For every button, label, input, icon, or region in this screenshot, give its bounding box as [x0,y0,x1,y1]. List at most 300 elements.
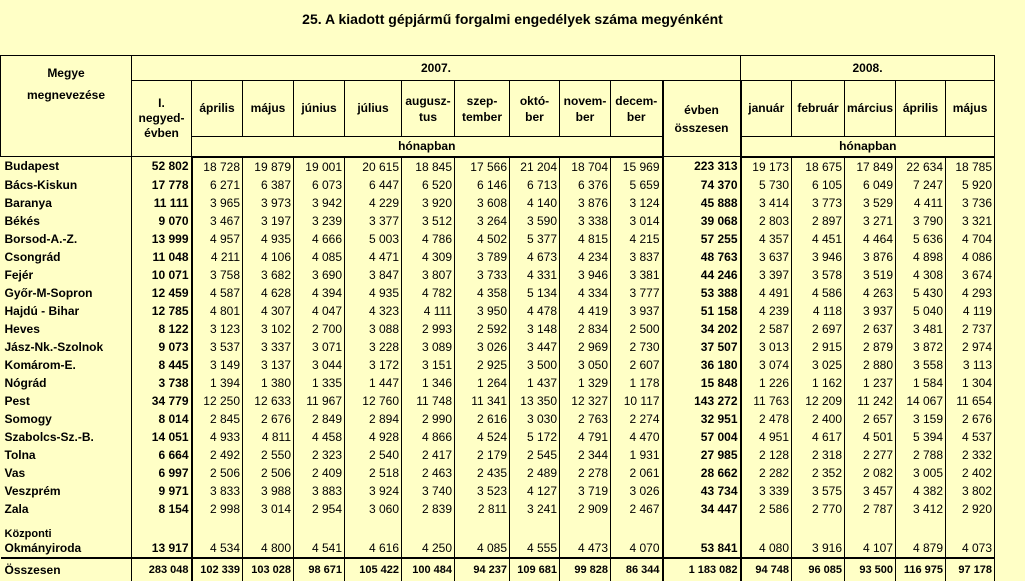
month-value: 99 828 [560,558,611,581]
month-2008-value: 4 451 [792,230,845,248]
month-value: 6 376 [560,176,611,194]
month-value: 1 346 [402,374,455,392]
month-2008-value: 3 872 [896,338,946,356]
header-text: szep- [466,93,498,108]
table-row [1,176,995,194]
month-2008-value: 2 282 [741,464,792,482]
month-2008-value: 3 013 [741,338,792,356]
month-value: 1 931 [611,446,663,464]
header-text: tember [461,109,502,124]
month-value: 3 088 [345,320,402,338]
month-2008-value: 3 946 [792,248,845,266]
month-2008-value: 4 464 [845,230,896,248]
month-value: 4 815 [560,230,611,248]
month-2008-value: 3 005 [896,464,946,482]
month-value: 3 089 [402,338,455,356]
month-2008-value: 3 339 [741,482,792,500]
month-value: 4 471 [345,248,402,266]
header-text: megnevezése [26,88,106,102]
month-value: 4 800 [243,518,294,558]
table-row [1,194,995,212]
table-row [1,464,995,482]
month-value: 2 845 [192,410,243,428]
month-value: 2 467 [611,500,663,518]
month-2008-value: 2 587 [741,320,792,338]
header-text: decem- [615,93,658,108]
q1-value: 8 445 [132,356,192,374]
month-value: 3 740 [402,482,455,500]
county-name [1,500,132,518]
table-row [1,284,995,302]
month-2008-value: 3 529 [845,194,896,212]
month-2008-value: 4 293 [946,284,995,302]
month-value: 4 394 [294,284,345,302]
month-2008-value: 2 803 [741,212,792,230]
month-value: 98 671 [294,558,345,581]
month-value: 3 837 [611,248,663,266]
month-value: 109 681 [510,558,560,581]
month-value: 4 309 [402,248,455,266]
month-value: 3 920 [402,194,455,212]
month-value: 6 447 [345,176,402,194]
month-value: 3 241 [510,500,560,518]
month-value: 1 394 [192,374,243,392]
county-name [1,374,132,392]
month-value: 20 615 [345,157,402,176]
month-header [192,81,243,137]
table-row [1,248,995,266]
month-value: 3 733 [455,266,510,284]
month-value: 3 467 [192,212,243,230]
month-value: 5 377 [510,230,560,248]
table-row [1,392,995,410]
month-value: 4 140 [510,194,560,212]
month-value: 3 777 [611,284,663,302]
county-name [1,482,132,500]
county-name [1,248,132,266]
month-2008-value: 3 481 [896,320,946,338]
month-2008-value: 3 412 [896,500,946,518]
honapban-2007: hónapban [192,137,663,157]
month-value: 4 587 [192,284,243,302]
month-value: 2 849 [294,410,345,428]
county-name-text: Tolna [4,447,36,462]
q1-value: 11 111 [132,194,192,212]
month-value: 3 690 [294,266,345,284]
county-name [1,428,132,446]
year-total-value: 57 255 [663,230,741,248]
month-header: február [792,81,845,137]
month-value: 3 512 [402,212,455,230]
month-2008-value: 4 879 [896,518,946,558]
month-value: 11 748 [402,392,455,410]
month-value: 6 713 [510,176,560,194]
county-name [1,338,132,356]
month-2008-value: 3 773 [792,194,845,212]
month-value: 3 789 [455,248,510,266]
table-row [1,428,995,446]
month-value: 2 839 [402,500,455,518]
month-value: 4 666 [294,230,345,248]
month-2008-value: 1 226 [741,374,792,392]
month-value: 2 489 [510,464,560,482]
month-2008-value: 11 654 [946,392,995,410]
year-total-value: 37 507 [663,338,741,356]
month-value: 3 050 [560,356,611,374]
month-value: 4 215 [611,230,663,248]
q1-value: 13 999 [132,230,192,248]
month-2008-value: 3 736 [946,194,995,212]
month-value: 1 447 [345,374,402,392]
month-2008-value: 4 501 [845,428,896,446]
county-name-text: Szabolcs-Sz.-B. [4,429,94,444]
month-value: 3 682 [243,266,294,284]
month-2008-value: 2 400 [792,410,845,428]
month-value: 6 073 [294,176,345,194]
county-name-text: Csongrád [4,249,61,264]
county-name [1,410,132,428]
header-text: évben [144,126,179,140]
month-value: 3 071 [294,338,345,356]
month-value: 12 760 [345,392,402,410]
month-header [455,81,510,137]
month-header [402,81,455,137]
header-text: ber [575,109,595,124]
month-value: 4 866 [402,428,455,446]
month-2008-value: 96 085 [792,558,845,581]
month-value: 18 728 [192,157,243,176]
county-name [1,446,132,464]
year-total-value: 51 158 [663,302,741,320]
month-2008-value: 2 737 [946,320,995,338]
county-name-text: Fejér [4,267,34,282]
table-row [1,230,995,248]
month-value: 2 894 [345,410,402,428]
month-value: 5 172 [510,428,560,446]
month-value: 3 847 [345,266,402,284]
month-value: 4 458 [294,428,345,446]
county-name-text: Budapest [4,159,60,174]
month-value: 4 470 [611,428,663,446]
q1-value: 13 917 [132,518,192,558]
county-name-text: Heves [4,321,40,336]
county-name-text: Borsod-A.-Z. [4,231,78,246]
month-value: 4 106 [243,248,294,266]
month-value: 4 811 [243,428,294,446]
month-value: 6 520 [402,176,455,194]
month-value: 15 969 [611,157,663,176]
month-2008-value: 2 318 [792,446,845,464]
month-2008-value: 3 916 [792,518,845,558]
q1-value: 52 802 [132,157,192,176]
month-2008-value: 3 321 [946,212,995,230]
table-row [1,356,995,374]
month-2008-value: 2 082 [845,464,896,482]
month-value: 3 264 [455,212,510,230]
month-2008-value: 2 879 [845,338,896,356]
month-value: 3 026 [611,482,663,500]
month-2008-value: 2 586 [741,500,792,518]
month-value: 12 633 [243,392,294,410]
month-value: 3 381 [611,266,663,284]
month-value: 105 422 [345,558,402,581]
month-value: 4 628 [243,284,294,302]
month-2008-value: 94 748 [741,558,792,581]
month-value: 3 197 [243,212,294,230]
month-value: 4 334 [560,284,611,302]
month-value: 2 323 [294,446,345,464]
month-value: 5 003 [345,230,402,248]
month-2008-value: 97 178 [946,558,995,581]
month-2008-value: 2 697 [792,320,845,338]
header-text: Megye [47,66,85,80]
month-2008-value: 1 304 [946,374,995,392]
county-name [1,230,132,248]
month-value: 2 435 [455,464,510,482]
year-total-value: 15 848 [663,374,741,392]
year-total-value: 32 951 [663,410,741,428]
month-value: 3 758 [192,266,243,284]
month-value: 18 845 [402,157,455,176]
month-2008-value: 3 802 [946,482,995,500]
year-total-value: 223 313 [663,157,741,176]
month-value: 17 566 [455,157,510,176]
month-value: 3 148 [510,320,560,338]
month-value: 3 044 [294,356,345,374]
month-value: 4 419 [560,302,611,320]
month-value: 2 344 [560,446,611,464]
county-name-text: Összesen [4,562,61,577]
month-2008-value: 5 430 [896,284,946,302]
month-value: 4 478 [510,302,560,320]
year-total-value: 48 763 [663,248,741,266]
county-name-text: Jász-Nk.-Szolnok [4,339,104,354]
month-2008-value: 18 675 [792,157,845,176]
month-value: 4 782 [402,284,455,302]
month-value: 3 500 [510,356,560,374]
month-value: 3 719 [560,482,611,500]
month-value: 3 060 [345,500,402,518]
month-value: 3 973 [243,194,294,212]
month-value: 4 234 [560,248,611,266]
month-value: 2 179 [455,446,510,464]
month-2008-value: 4 107 [845,518,896,558]
month-value: 2 676 [243,410,294,428]
county-name [1,157,132,176]
month-value: 3 377 [345,212,402,230]
month-value: 21 204 [510,157,560,176]
table-row [1,482,995,500]
month-value: 2 925 [455,356,510,374]
month-2008-value: 3 159 [896,410,946,428]
month-2008-value: 12 209 [792,392,845,410]
month-value: 4 127 [510,482,560,500]
month-value: 4 786 [402,230,455,248]
month-value: 2 463 [402,464,455,482]
month-value: 4 928 [345,428,402,446]
month-value: 3 149 [192,356,243,374]
month-value: 4 307 [243,302,294,320]
month-2008-value: 2 332 [946,446,995,464]
month-value: 4 616 [345,518,402,558]
month-value: 3 228 [345,338,402,356]
month-value: 3 950 [455,302,510,320]
month-value: 3 807 [402,266,455,284]
month-value: 2 278 [560,464,611,482]
month-value: 11 967 [294,392,345,410]
county-name-text: Nógrád [4,375,47,390]
month-2008-value: 3 025 [792,356,845,374]
q1-value: 17 778 [132,176,192,194]
month-value: 19 001 [294,157,345,176]
month-2008-value: 2 974 [946,338,995,356]
county-name [1,176,132,194]
q1-value: 283 048 [132,558,192,581]
month-2008-value: 116 975 [896,558,946,581]
month-value: 2 834 [560,320,611,338]
table-row [1,157,995,176]
month-value: 94 237 [455,558,510,581]
month-2008-value: 3 271 [845,212,896,230]
month-2008-value: 2 915 [792,338,845,356]
year-total-value: 27 985 [663,446,741,464]
month-2008-value: 3 519 [845,266,896,284]
month-value: 3 988 [243,482,294,500]
month-header [560,81,611,137]
month-2008-value: 7 247 [896,176,946,194]
county-name-text: Győr-M-Sopron [4,285,93,300]
month-2008-value: 4 263 [845,284,896,302]
table-row [1,500,995,518]
header-text: július [357,101,389,115]
month-header: január [741,81,792,137]
month-value: 3 833 [192,482,243,500]
year-total-value: 39 068 [663,212,741,230]
month-2008-value: 22 634 [896,157,946,176]
month-value: 6 387 [243,176,294,194]
month-value: 2 506 [192,464,243,482]
month-value: 3 590 [510,212,560,230]
county-name-text: Békés [4,213,40,228]
month-2008-value: 5 040 [896,302,946,320]
year-total-value: 143 272 [663,392,741,410]
month-value: 4 541 [294,518,345,558]
month-value: 2 763 [560,410,611,428]
table-row [1,320,995,338]
month-value: 3 924 [345,482,402,500]
month-value: 100 484 [402,558,455,581]
county-name [1,266,132,284]
month-2008-value: 18 785 [946,157,995,176]
month-value: 2 500 [611,320,663,338]
month-value: 4 801 [192,302,243,320]
header-text: összesen [674,120,729,135]
month-value: 13 350 [510,392,560,410]
month-value: 3 102 [243,320,294,338]
county-header [1,56,132,157]
month-2008-value: 6 049 [845,176,896,194]
county-name [1,392,132,410]
year-total-value: 57 004 [663,428,741,446]
header-text: május [250,101,286,115]
q1-value: 10 071 [132,266,192,284]
county-name [1,302,132,320]
month-value: 3 014 [243,500,294,518]
month-value: 3 124 [611,194,663,212]
q1-value: 3 738 [132,374,192,392]
header-text: ber [626,109,646,124]
month-header [510,81,560,137]
month-2008-value: 2 657 [845,410,896,428]
county-name-text: Bács-Kiskun [4,177,78,192]
month-2008-value: 2 770 [792,500,845,518]
month-2008-value: 5 636 [896,230,946,248]
month-value: 4 358 [455,284,510,302]
month-value: 4 331 [510,266,560,284]
month-2008-value: 2 128 [741,446,792,464]
county-name-text: Veszprém [4,483,61,498]
month-2008-value: 4 073 [946,518,995,558]
month-value: 2 998 [192,500,243,518]
q1-header [132,81,192,157]
month-value: 2 954 [294,500,345,518]
month-value: 2 993 [402,320,455,338]
month-value: 2 909 [560,500,611,518]
county-name [1,558,132,581]
month-value: 3 876 [560,194,611,212]
month-2008-value: 4 239 [741,302,792,320]
month-value: 3 030 [510,410,560,428]
table-row [1,558,995,581]
month-value: 3 523 [455,482,510,500]
month-value: 4 957 [192,230,243,248]
month-value: 6 146 [455,176,510,194]
page-title: 25. A kiadott gépjármű forgalmi engedélyek száma megyénként [302,11,723,27]
month-2008-value: 3 937 [845,302,896,320]
month-2008-value: 3 074 [741,356,792,374]
month-value: 3 883 [294,482,345,500]
month-value: 4 673 [510,248,560,266]
table-row [1,518,995,558]
month-value: 1 380 [243,374,294,392]
month-value: 3 014 [611,212,663,230]
month-2008-value: 2 402 [946,464,995,482]
q1-value: 8 014 [132,410,192,428]
month-value: 2 545 [510,446,560,464]
year-2007-header: 2007. [132,56,741,81]
year-total-value: 1 183 082 [663,558,741,581]
month-2008-value: 4 491 [741,284,792,302]
month-value: 3 937 [611,302,663,320]
county-name-text: Központi [4,527,52,540]
month-2008-value: 4 411 [896,194,946,212]
q1-value: 14 051 [132,428,192,446]
month-2008-value: 19 173 [741,157,792,176]
month-value: 4 534 [192,518,243,558]
month-2008-value: 4 382 [896,482,946,500]
month-value: 3 338 [560,212,611,230]
county-name [1,464,132,482]
month-value: 5 659 [611,176,663,194]
county-name [1,194,132,212]
month-2008-value: 2 637 [845,320,896,338]
month-value: 6 271 [192,176,243,194]
county-name-text: Komárom-E. [4,357,76,372]
month-value: 4 935 [243,230,294,248]
table-row [1,446,995,464]
month-value: 18 704 [560,157,611,176]
month-value: 2 990 [402,410,455,428]
